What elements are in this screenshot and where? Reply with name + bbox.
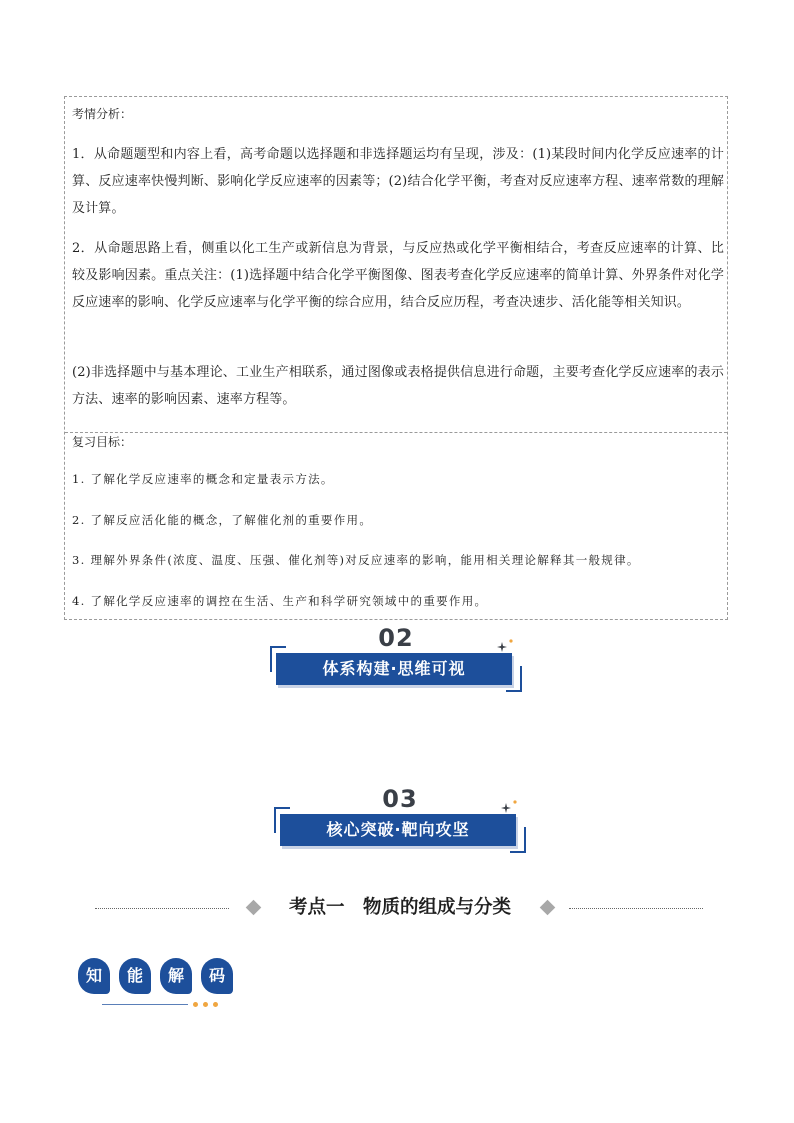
sparkle-icon [500, 799, 520, 815]
badge-underline [102, 1004, 188, 1005]
goal-item-2: 2. 了解反应活化能的概念，了解催化剂的重要作用。 [72, 513, 373, 527]
section-number: 03 [382, 785, 418, 813]
kaodian-title: 考点一 物质的组成与分类 [288, 897, 511, 918]
badge-neng: 能 [119, 958, 151, 994]
badge-jie: 解 [160, 958, 192, 994]
analysis-paragraph-3: (2)非选择题中与基本理论、工业生产相联系，通过图像或表格提供信息进行命题，主要考查化学反应速率的表示方法、速率的影响因素、速率方程等。 [72, 365, 724, 407]
goal-item-3: 3. 理解外界条件(浓度、温度、压强、催化剂等)对反应速率的影响，能用相关理论解释其一般规律。 [72, 553, 640, 567]
section-title: 体系构建·思维可视 [276, 653, 512, 685]
kaodian-heading [95, 894, 705, 922]
zhineng-jiema-badges [78, 958, 248, 1013]
goal-item-4: 4. 了解化学反应速率的调控在生活、生产和科学研究领域中的重要作用。 [72, 594, 488, 608]
dot-icon [213, 1002, 218, 1007]
dotted-rule-right [569, 908, 703, 909]
exam-analysis-box [64, 96, 728, 620]
section-banner-02 [266, 624, 526, 694]
dot-icon [203, 1002, 208, 1007]
section-number: 02 [378, 624, 414, 652]
goal-item-1: 1. 了解化学反应速率的概念和定量表示方法。 [72, 472, 334, 486]
exam-analysis-section [65, 97, 727, 432]
sparkle-icon [496, 638, 516, 654]
badge-ma: 码 [201, 958, 233, 994]
section-title: 核心突破·靶向攻坚 [280, 814, 516, 846]
dotted-rule-left [95, 908, 229, 909]
badge-zhi: 知 [78, 958, 110, 994]
exam-analysis-heading: 考情分析： [72, 107, 133, 121]
analysis-paragraph-2: 2．从命题思路上看，侧重以化工生产或新信息为背景，与反应热或化学平衡相结合，考查反应速率的计算、比较及影响因素。重点关注：(1)选择题中结合化学平衡图像、图表考查化学反应速率的简单计算、外界条件对化学反应速率的影响、化学反应速率与化学平衡的综合应用，结合反应历程，考查决速步、活化能等相关知识。 [72, 241, 724, 310]
section-divider [65, 432, 727, 433]
section-banner-03 [270, 785, 530, 855]
dot-icon [193, 1002, 198, 1007]
review-goals-heading: 复习目标： [72, 435, 133, 449]
analysis-paragraph-1: 1．从命题题型和内容上看，高考命题以选择题和非选择题运均有呈现，涉及：(1)某段时间内化学反应速率的计算、反应速率快慢判断、影响化学反应速率的因素等；(2)结合化学平衡，考查对反应速率方程、速率常数的理解及计算。 [72, 147, 724, 216]
